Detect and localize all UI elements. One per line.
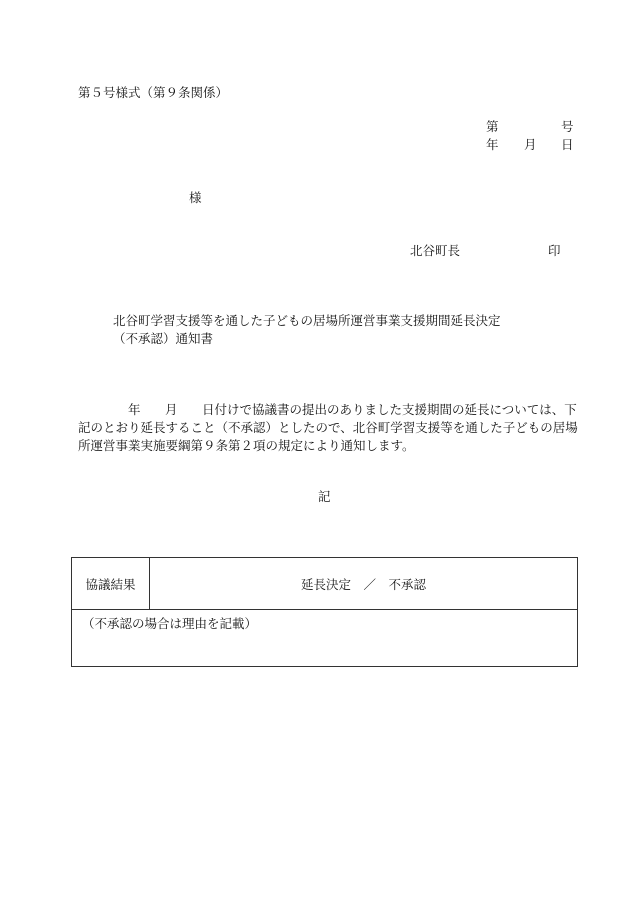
date-year: 年	[486, 137, 499, 152]
form-identifier: 第５号様式（第９条関係）	[78, 85, 229, 100]
sender-name: 北谷町長	[410, 243, 461, 258]
document-title-line1: 北谷町学習支援等を通した子どもの居場所運営事業支援期間延長決定	[113, 313, 501, 328]
date-day: 日	[561, 137, 574, 152]
document-number-prefix: 第	[486, 119, 499, 134]
body-line3: 所運営事業実施要綱第９条第２項の規定により通知します。	[78, 438, 415, 453]
table-row	[72, 558, 578, 610]
body-line2: 記のとおり延長すること（不承認）としたので、北谷町学習支援等を通した子どもの居場	[78, 420, 578, 435]
document-title-line2: （不承認）通知書	[113, 331, 214, 346]
table-row	[72, 610, 578, 667]
body-line1-rest: 日付けで協議書の提出のありました支援期間の延長については、下	[202, 402, 577, 417]
reason-note: （不承認の場合は理由を記載）	[72, 610, 578, 667]
document-number-suffix: 号	[561, 119, 574, 134]
ki-heading: 記	[318, 489, 331, 504]
result-table	[71, 557, 578, 667]
addressee-honorific: 様	[189, 190, 202, 205]
body-year: 年	[128, 402, 141, 417]
date-month: 月	[524, 137, 537, 152]
seal-mark: 印	[548, 243, 561, 258]
result-value: 延長決定 ／ 不承認	[150, 558, 578, 610]
body-month: 月	[165, 402, 178, 417]
result-label: 協議結果	[72, 558, 150, 610]
document-number	[486, 119, 574, 135]
